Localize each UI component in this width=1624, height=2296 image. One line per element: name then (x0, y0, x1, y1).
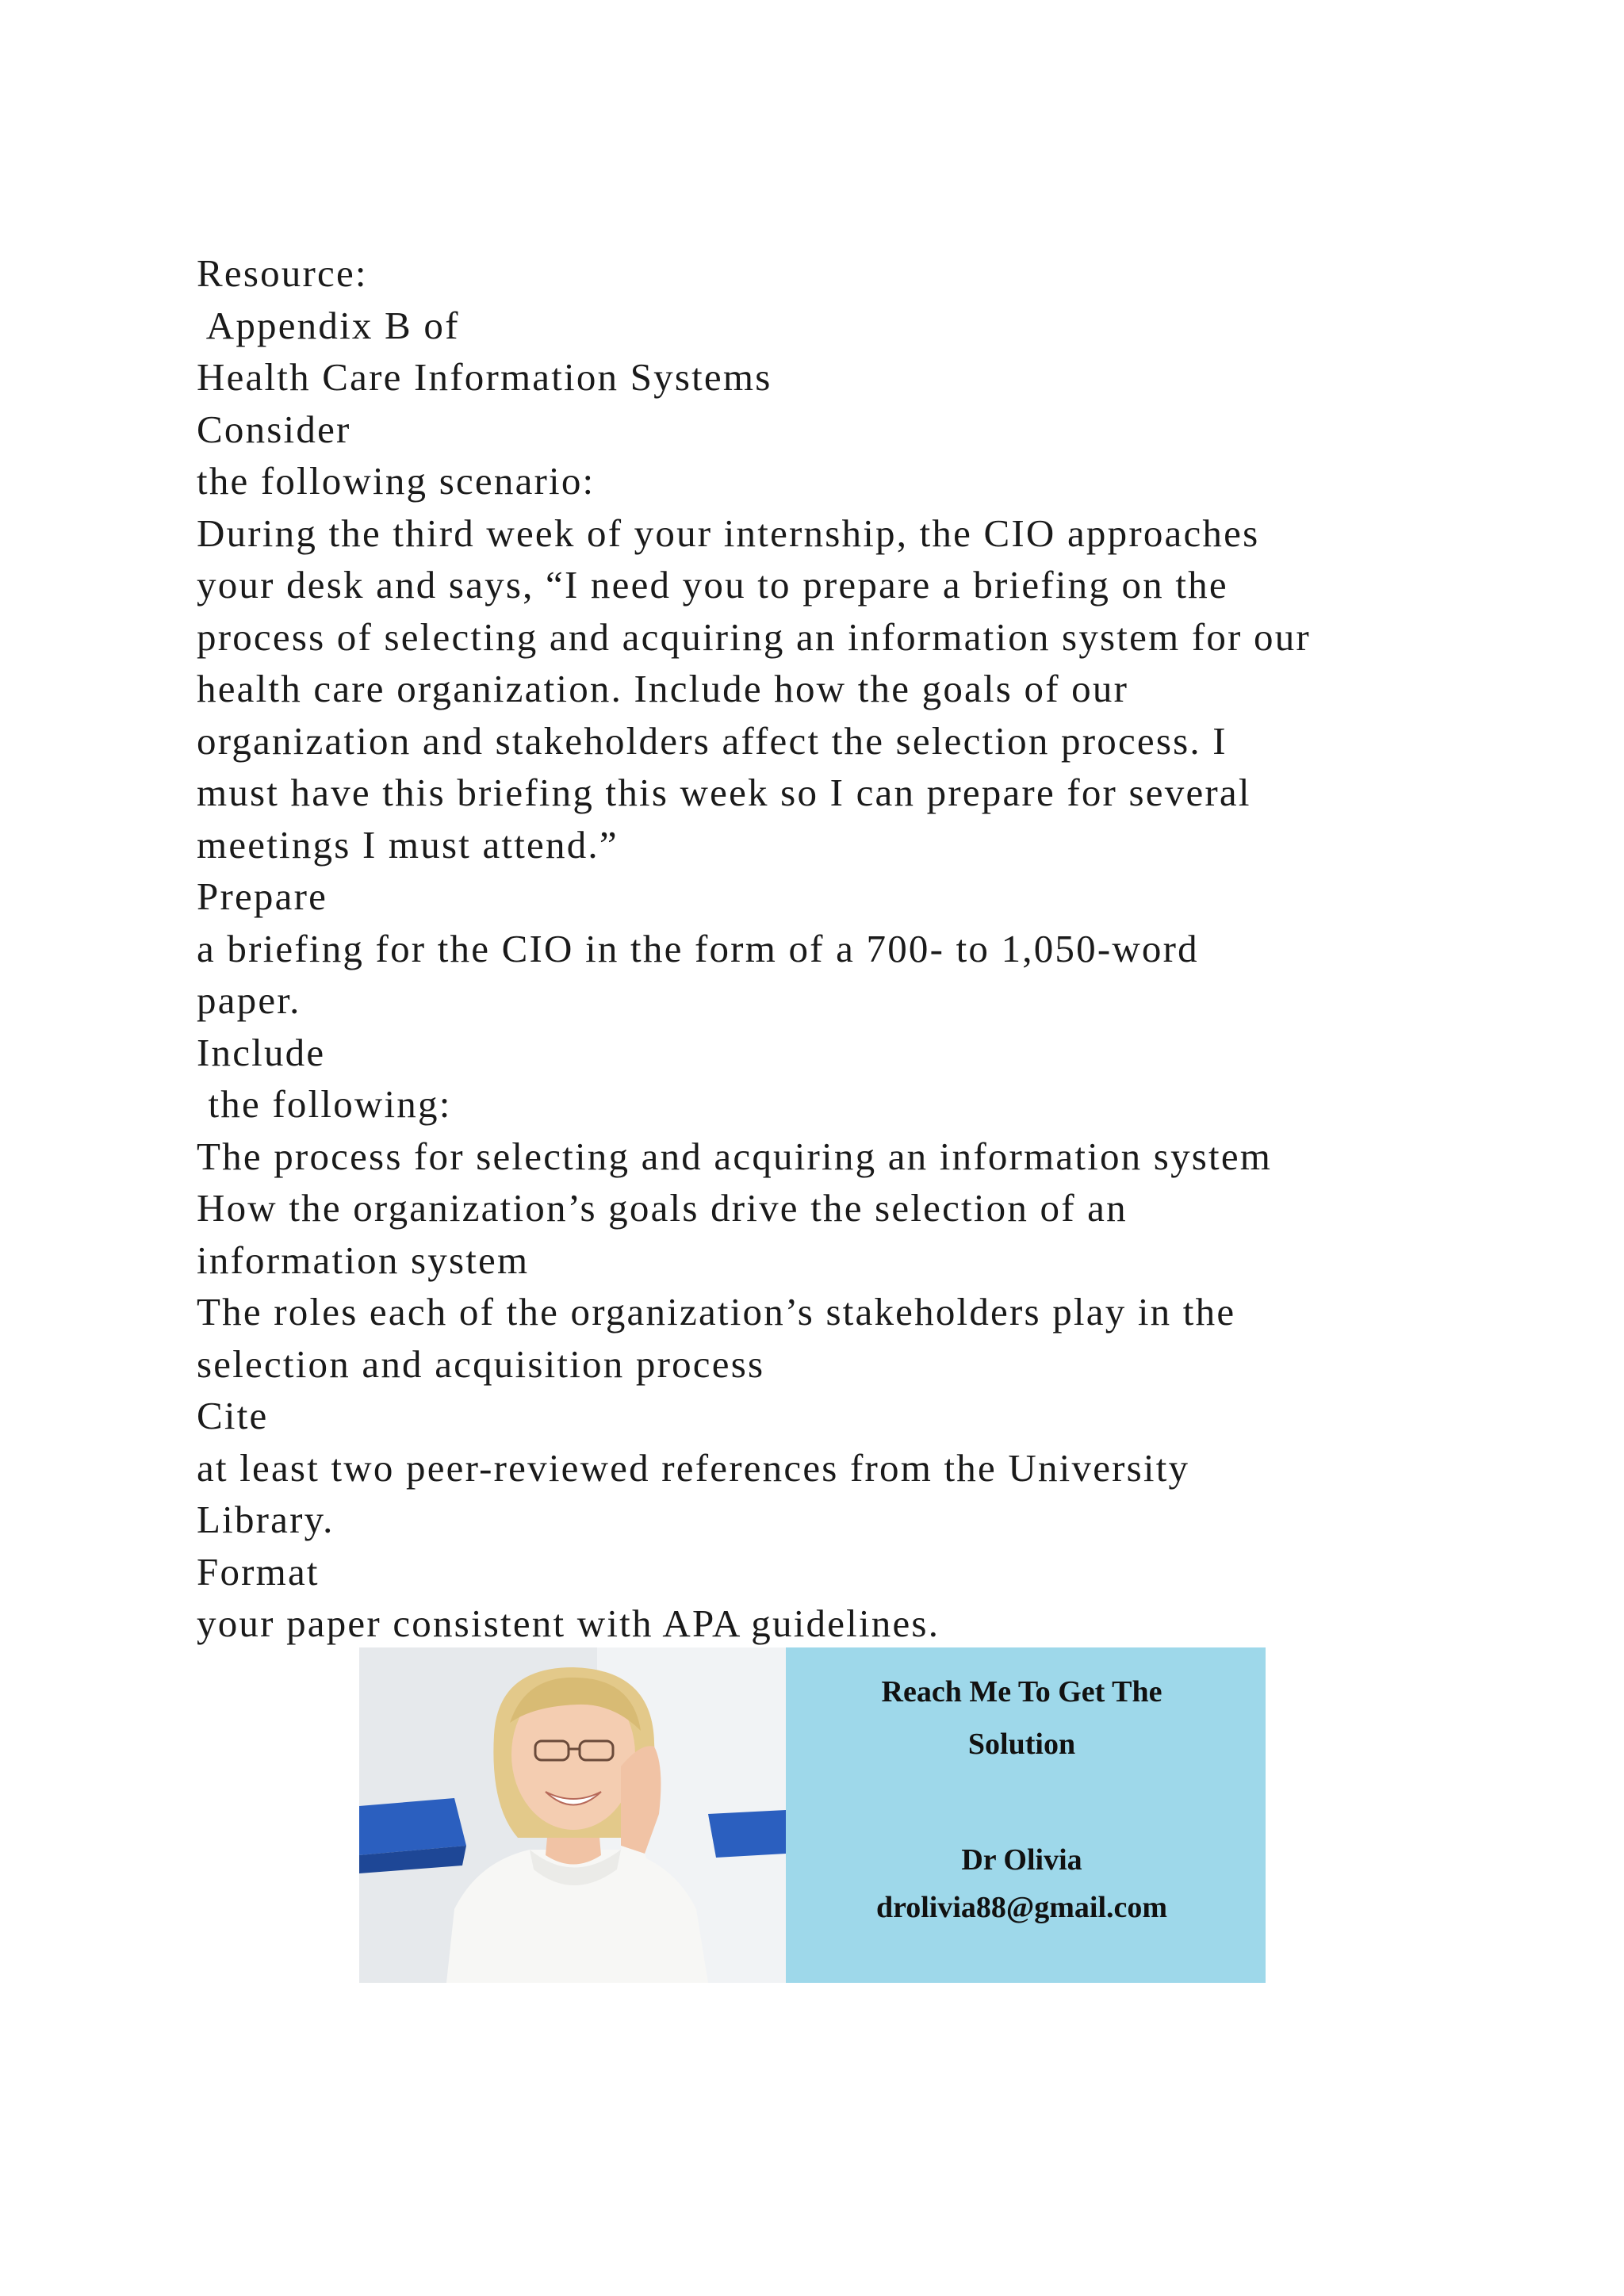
text-line: meetings I must attend.” (197, 822, 619, 867)
text-line: must have this briefing this week so I can prepare for several (197, 771, 1251, 814)
text-line: The roles each of the organization’s stakeholders play in the (197, 1290, 1236, 1334)
text-line: at least two peer-reviewed references from the University (197, 1445, 1190, 1490)
text-line: During the third week of your internship, the CIO approaches (197, 511, 1260, 555)
contact-banner (359, 1647, 1266, 1983)
text-line: paper. (197, 978, 301, 1022)
text-line: a briefing for the CIO in the form of a 700- to 1,050-word (197, 926, 1199, 970)
text-line: the following scenario: (197, 459, 596, 503)
text-line: Cite (197, 1394, 269, 1437)
person-illustration (359, 1647, 786, 1983)
text-line: Consider (197, 407, 351, 451)
text-line: Health Care Information Systems (197, 355, 772, 399)
text-line: Prepare (197, 874, 328, 918)
cta-line-2: Solution (967, 1728, 1076, 1761)
contact-email: drolivia88@gmail.com (875, 1891, 1168, 1924)
text-line: information system (197, 1238, 530, 1282)
assignment-text (197, 247, 1505, 1650)
text-line: process of selecting and acquiring an information system for our (197, 614, 1311, 659)
cta-line-1: Reach Me To Get The (881, 1675, 1162, 1709)
text-line: health care organization. Include how the goals of our (197, 667, 1129, 710)
text-line: your paper consistent with APA guidelines. (197, 1601, 940, 1645)
text-line: Library. (197, 1498, 335, 1541)
text-line: The process for selecting and acquiring an information system (197, 1134, 1273, 1178)
woman-photo (359, 1647, 786, 1983)
text-line: How the organization’s goals drive the selection of an (197, 1186, 1128, 1230)
text-line: Include (197, 1030, 326, 1074)
text-line: organization and stakeholders affect the selection process. I (197, 718, 1228, 763)
text-line: selection and acquisition process (197, 1341, 765, 1386)
text-line: the following: (197, 1082, 452, 1126)
text-line: Resource: (197, 251, 368, 295)
text-line: Appendix B of (197, 303, 460, 347)
text-line: Format (197, 1549, 320, 1594)
text-line: your desk and says, “I need you to prepare a briefing on the (197, 563, 1228, 607)
contact-name: Dr Olivia (961, 1843, 1082, 1877)
contact-info-panel (786, 1647, 1266, 1983)
